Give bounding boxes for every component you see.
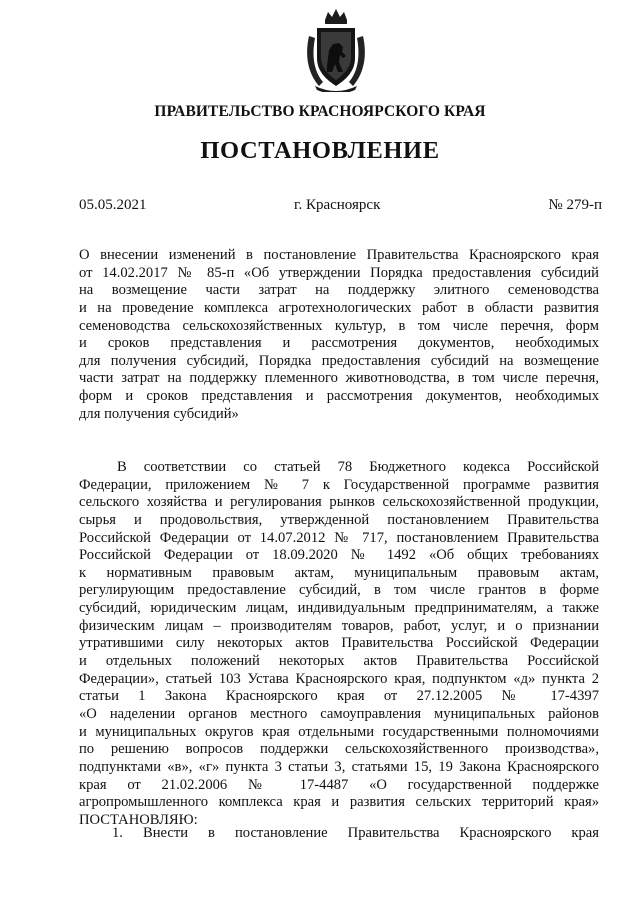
subject-line: и на проведение комплекса агротехнологических работ в области развития: [79, 299, 599, 316]
body-line: подпунктами «в», «г» пункта 3 статьи 3, статьями 15, 19 Закона Красноярского: [79, 758, 599, 775]
document-body: [79, 459, 599, 829]
subject-line: для получения субсидий, Порядка предоставления субсидий на возмещение: [79, 352, 599, 369]
body-line: и муниципальных округов края отдельными государственными полномочиями: [79, 723, 599, 740]
subject-line: для получения субсидий»: [79, 405, 239, 422]
clause-line: 1. Внести в постановление Правительства Красноярского края: [112, 825, 599, 841]
body-line-resolve: ПОСТАНОВЛЯЮ:: [79, 811, 198, 828]
subject-line: части затрат на поддержку племенного животноводства, в том числе перечня,: [79, 370, 599, 387]
subject-line: от 14.02.2017 № 85-п «Об утверждении Порядка предоставления субсидий: [79, 264, 599, 281]
body-line: и отдельных положений некоторых актов Правительства Российской: [79, 653, 599, 670]
subject-line: на возмещение части затрат на поддержку элитного семеноводства: [79, 282, 599, 299]
body-line: Российской Федерации от 14.07.2012 № 717, постановлением Правительства: [79, 529, 599, 546]
body-line: регулирующим предоставление субсидий, в том числе грантов в форме: [79, 582, 599, 599]
document-number: № 279-п: [548, 197, 602, 213]
body-line: по решению вопросов поддержки сельскохозяйственного производства»,: [79, 741, 599, 758]
subject-line: форм и сроков представления и рассмотрения документов, необходимых: [79, 388, 599, 405]
clause-1: [112, 825, 599, 843]
body-line: сельского хозяйства и регулирования рынков сельскохозяйственной продукции,: [79, 494, 599, 511]
coat-of-arms-icon: [303, 6, 369, 92]
body-line: сырья и продовольствия, утвержденной постановлением Правительства: [79, 511, 599, 528]
document-city: г. Красноярск: [294, 197, 381, 213]
body-line: утратившими силу некоторых актов Правительства Российской Федерации: [79, 635, 599, 652]
body-line: Федерации», статьей 103 Устава Красноярского края, подпунктом «д» пункта 2: [79, 670, 599, 687]
body-line: к нормативным правовым актам, муниципальным правовым актам,: [79, 564, 599, 581]
body-line: Федерации, приложением № 7 к Государственной программе развития: [79, 476, 599, 493]
body-line: агропромышленного комплекса края и развития сельских территорий края»: [79, 794, 599, 811]
body-line: «О наделении органов местного самоуправления муниципальных районов: [79, 705, 599, 722]
body-line: В соответствии со статьей 78 Бюджетного кодекса Российской: [117, 459, 599, 475]
body-line: физическим лицам – производителям товаров, работ, услуг, и о признании: [79, 617, 599, 634]
subject-line: семеноводства сельскохозяйственных культур, в том числе перечня, форм: [79, 317, 599, 334]
document-date: 05.05.2021: [79, 197, 147, 213]
subject-line: О внесении изменений в постановление Правительства Красноярского края: [79, 247, 599, 263]
subject-line: и сроков представления и рассмотрения документов, необходимых: [79, 335, 599, 352]
document-type: ПОСТАНОВЛЕНИЕ: [200, 137, 440, 164]
document-subject: [79, 247, 599, 423]
government-title: ПРАВИТЕЛЬСТВО КРАСНОЯРСКОГО КРАЯ: [154, 103, 486, 120]
body-line: Российской Федерации от 18.09.2020 № 1492 «Об общих требованиях: [79, 547, 599, 564]
body-line: субсидий, юридическим лицам, индивидуальным предпринимателям, а также: [79, 600, 599, 617]
body-line: статьи 1 Закона Красноярского края от 27.12.2005 № 17-4397: [79, 688, 599, 705]
body-line: края от 21.02.2006 № 17-4487 «О государственной поддержке: [79, 776, 599, 793]
